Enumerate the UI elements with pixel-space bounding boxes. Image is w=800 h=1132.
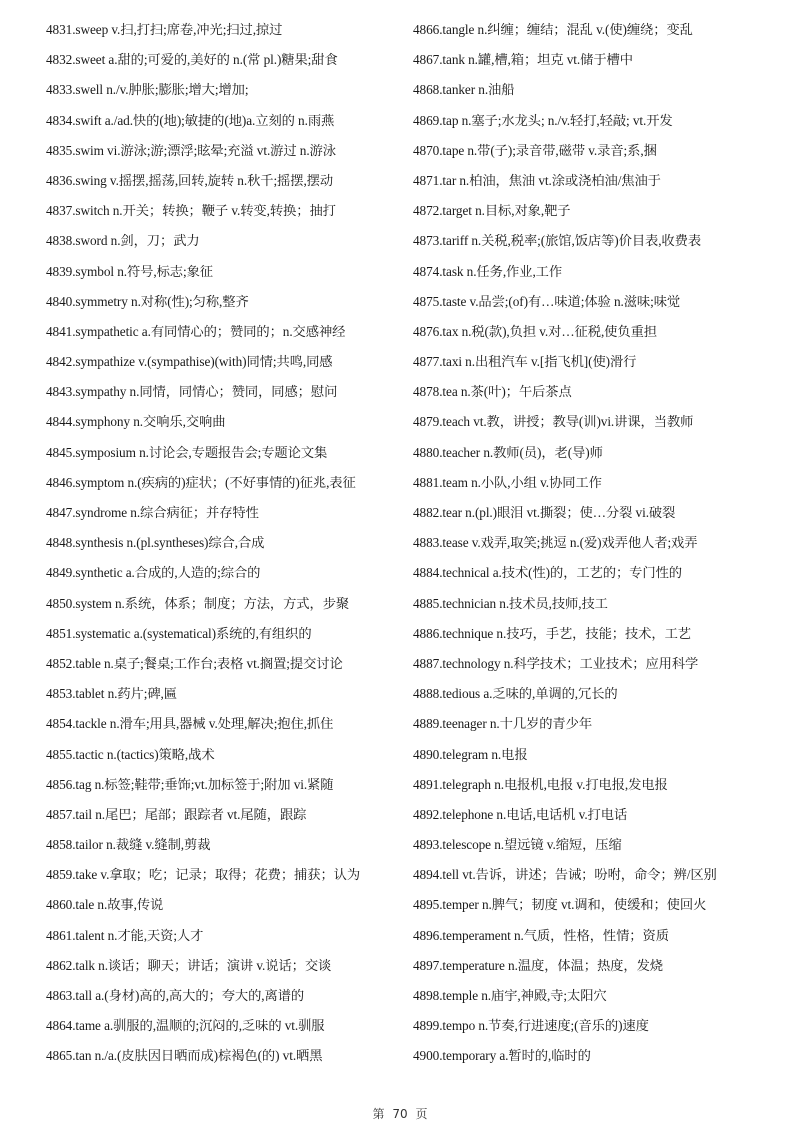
vocab-entry: 4852.table n.桌子;餐桌;工作台;表格 vt.搁置;提交讨论 [46,655,343,671]
vocab-entry: 4835.swim vi.游泳;游;漂浮;眩晕;充溢 vt.游过 n.游泳 [46,142,336,158]
page-label-suffix: 页 [415,1107,428,1121]
vocab-entry: 4839.symbol n.符号,标志;象征 [46,263,213,279]
vocab-entry: 4862.talk n.谈话；聊天；讲话；演讲 v.说话；交谈 [46,957,332,973]
vocab-entry: 4837.switch n.开关；转换；鞭子 v.转变,转换；抽打 [46,203,336,219]
vocab-entry: 4868.tanker n.油船 [413,82,515,98]
vocab-entry: 4880.teacher n.教师(员)，老(导)师 [413,444,603,460]
vocab-entry: 4858.tailor n.裁缝 v.缝制,剪裁 [46,837,211,853]
vocab-entry: 4859.take v.拿取；吃；记录；取得；花费；捕获；认为 [46,867,361,883]
vocab-entry: 4881.team n.小队,小组 v.协同工作 [413,474,602,490]
vocab-entry: 4888.tedious a.乏味的,单调的,冗长的 [413,686,618,702]
vocab-entry: 4836.swing v.摇摆,摇荡,回转,旋转 n.秋千;摇摆,摆动 [46,172,334,188]
vocab-entry: 4863.tall a.(身材)高的,高大的；夸大的,离谱的 [46,988,305,1003]
vocab-entry: 4844.symphony n.交响乐,交响曲 [46,414,226,430]
vocab-entry: 4876.tax n.税(款),负担 v.对…征税,使负重担 [413,323,657,339]
vocab-entry: 4840.symmetry n.对称(性);匀称,整齐 [46,293,249,309]
vocab-entry: 4845.symposium n.讨论会,专题报告会;专题论文集 [46,444,328,460]
page-footer [0,1105,800,1122]
vocab-entry: 4873.tariff n.关税,税率;(旅馆,饭店等)价目表,收费表 [413,233,702,249]
vocab-entry: 4878.tea n.茶(叶)；午后茶点 [413,384,572,400]
left-column [46,20,416,1077]
right-column [413,20,783,1077]
vocab-entry: 4893.telescope n.望远镜 v.缩短，压缩 [413,837,622,853]
vocab-entry: 4867.tank n.罐,槽,箱；坦克 vt.储于槽中 [413,52,633,68]
vocab-entry: 4865.tan n./a.(皮肤因日晒而成)棕褐色(的) vt.晒黑 [46,1048,323,1064]
vocab-entry: 4883.tease v.戏弄,取笑;挑逗 n.(爱)戏弄他人者;戏弄 [413,535,698,551]
vocab-entry: 4832.sweet a.甜的;可爱的,美好的 n.(常 pl.)糖果;甜食 [46,52,338,68]
vocab-entry: 4857.tail n.尾巴；尾部；跟踪者 vt.尾随，跟踪 [46,806,307,822]
vocab-entry: 4850.system n.系统，体系；制度；方法，方式，步聚 [46,595,350,611]
vocab-entry: 4831.sweep v.扫,打扫;席卷,冲光;扫过,掠过 [46,22,283,37]
vocab-entry: 4877.taxi n.出租汽车 v.[指飞机](使)滑行 [413,354,637,370]
vocab-entry: 4899.tempo n.节奏,行进速度;(音乐的)速度 [413,1018,649,1034]
vocab-entry: 4884.technical a.技术(性)的，工艺的；专门性的 [413,565,682,581]
vocab-entry: 4885.technician n.技术员,技师,技工 [413,595,608,611]
vocab-entry: 4875.taste v.品尝;(of)有…味道;体验 n.滋味;味觉 [413,293,681,309]
vocab-entry: 4879.teach vt.教，讲授；教导(训)vi.讲课，当教师 [413,414,694,430]
vocab-entry: 4856.tag n.标签;鞋带;垂饰;vt.加标签于;附加 vi.紧随 [46,776,334,792]
vocab-entry: 4869.tap n.塞子;水龙头; n./v.轻打,轻敲; vt.开发 [413,112,673,128]
vocab-entry: 4849.synthetic a.合成的,人造的;综合的 [46,565,261,581]
vocab-entry: 4889.teenager n.十几岁的青少年 [413,716,593,732]
vocab-entry: 4855.tactic n.(tactics)策略,战术 [46,746,215,762]
vocab-entry: 4897.temperature n.温度，体温；热度，发烧 [413,957,663,973]
vocab-entry: 4860.tale n.故事,传说 [46,897,164,913]
vocab-entry: 4853.tablet n.药片;碑,匾 [46,686,177,702]
vocab-entry: 4882.tear n.(pl.)眼泪 vt.撕裂；使…分裂 vi.破裂 [413,505,676,520]
vocab-entry: 4843.sympathy n.同情，同情心；赞同，同感；慰问 [46,384,338,400]
vocab-entry: 4872.target n.目标,对象,靶子 [413,203,571,219]
vocab-entry: 4846.symptom n.(疾病的)症状；(不好事情的)征兆,表征 [46,474,356,490]
vocab-entry: 4896.temperament n.气质，性格，性情；资质 [413,927,669,943]
vocab-entry: 4841.sympathetic a.有同情心的；赞同的；n.交感神经 [46,323,346,339]
vocab-entry: 4834.swift a./ad.快的(地);敏捷的(地)a.立刻的 n.雨燕 [46,112,335,128]
page-label-prefix: 第 [372,1107,385,1121]
vocab-entry: 4874.task n.任务,作业,工作 [413,263,563,279]
vocab-entry: 4861.talent n.才能,天资;人才 [46,927,204,943]
vocab-entry: 4838.sword n.剑，刀；武力 [46,233,200,249]
vocab-entry: 4848.synthesis n.(pl.syntheses)综合,合成 [46,535,265,551]
vocab-entry: 4887.technology n.科学技术；工业技术；应用科学 [413,655,699,671]
vocab-entry: 4870.tape n.带(子);录音带,磁带 v.录音;系,捆 [413,142,657,158]
vocab-entry: 4891.telegraph n.电报机,电报 v.打电报,发电报 [413,776,668,792]
vocab-entry: 4847.syndrome n.综合病征；并存特性 [46,505,259,520]
vocab-entry: 4854.tackle n.滑车;用具,器械 v.处理,解决;抱住,抓住 [46,716,334,732]
vocab-entry: 4890.telegram n.电报 [413,746,528,762]
page-number: 70 [392,1107,408,1121]
vocab-entry: 4892.telephone n.电话,电话机 v.打电话 [413,806,628,822]
vocab-entry: 4866.tangle n.纠缠；缠结；混乱 v.(使)缠绕；变乱 [413,22,693,37]
vocab-entry: 4894.tell vt.告诉，讲述；告诫；吩咐，命令；辨/区别 [413,867,717,883]
vocab-entry: 4833.swell n./v.肿胀;膨胀;增大;增加; [46,82,249,98]
vocab-entry: 4864.tame a.驯服的,温顺的;沉闷的,乏味的 vt.驯服 [46,1018,325,1034]
vocab-entry: 4871.tar n.柏油，焦油 vt.涂或浇柏油/焦油于 [413,172,661,188]
vocab-entry: 4842.sympathize v.(sympathise)(with)同情;共鸣,同感 [46,354,333,370]
vocab-entry: 4895.temper n.脾气；韧度 vt.调和，使缓和；使回火 [413,897,707,913]
vocab-entry: 4886.technique n.技巧，手艺，技能；技术，工艺 [413,625,691,641]
vocab-entry: 4851.systematic a.(systematical)系统的,有组织的 [46,625,312,641]
vocab-entry: 4898.temple n.庙宇,神殿,寺;太阳穴 [413,988,607,1003]
vocab-entry: 4900.temporary a.暂时的,临时的 [413,1048,591,1064]
